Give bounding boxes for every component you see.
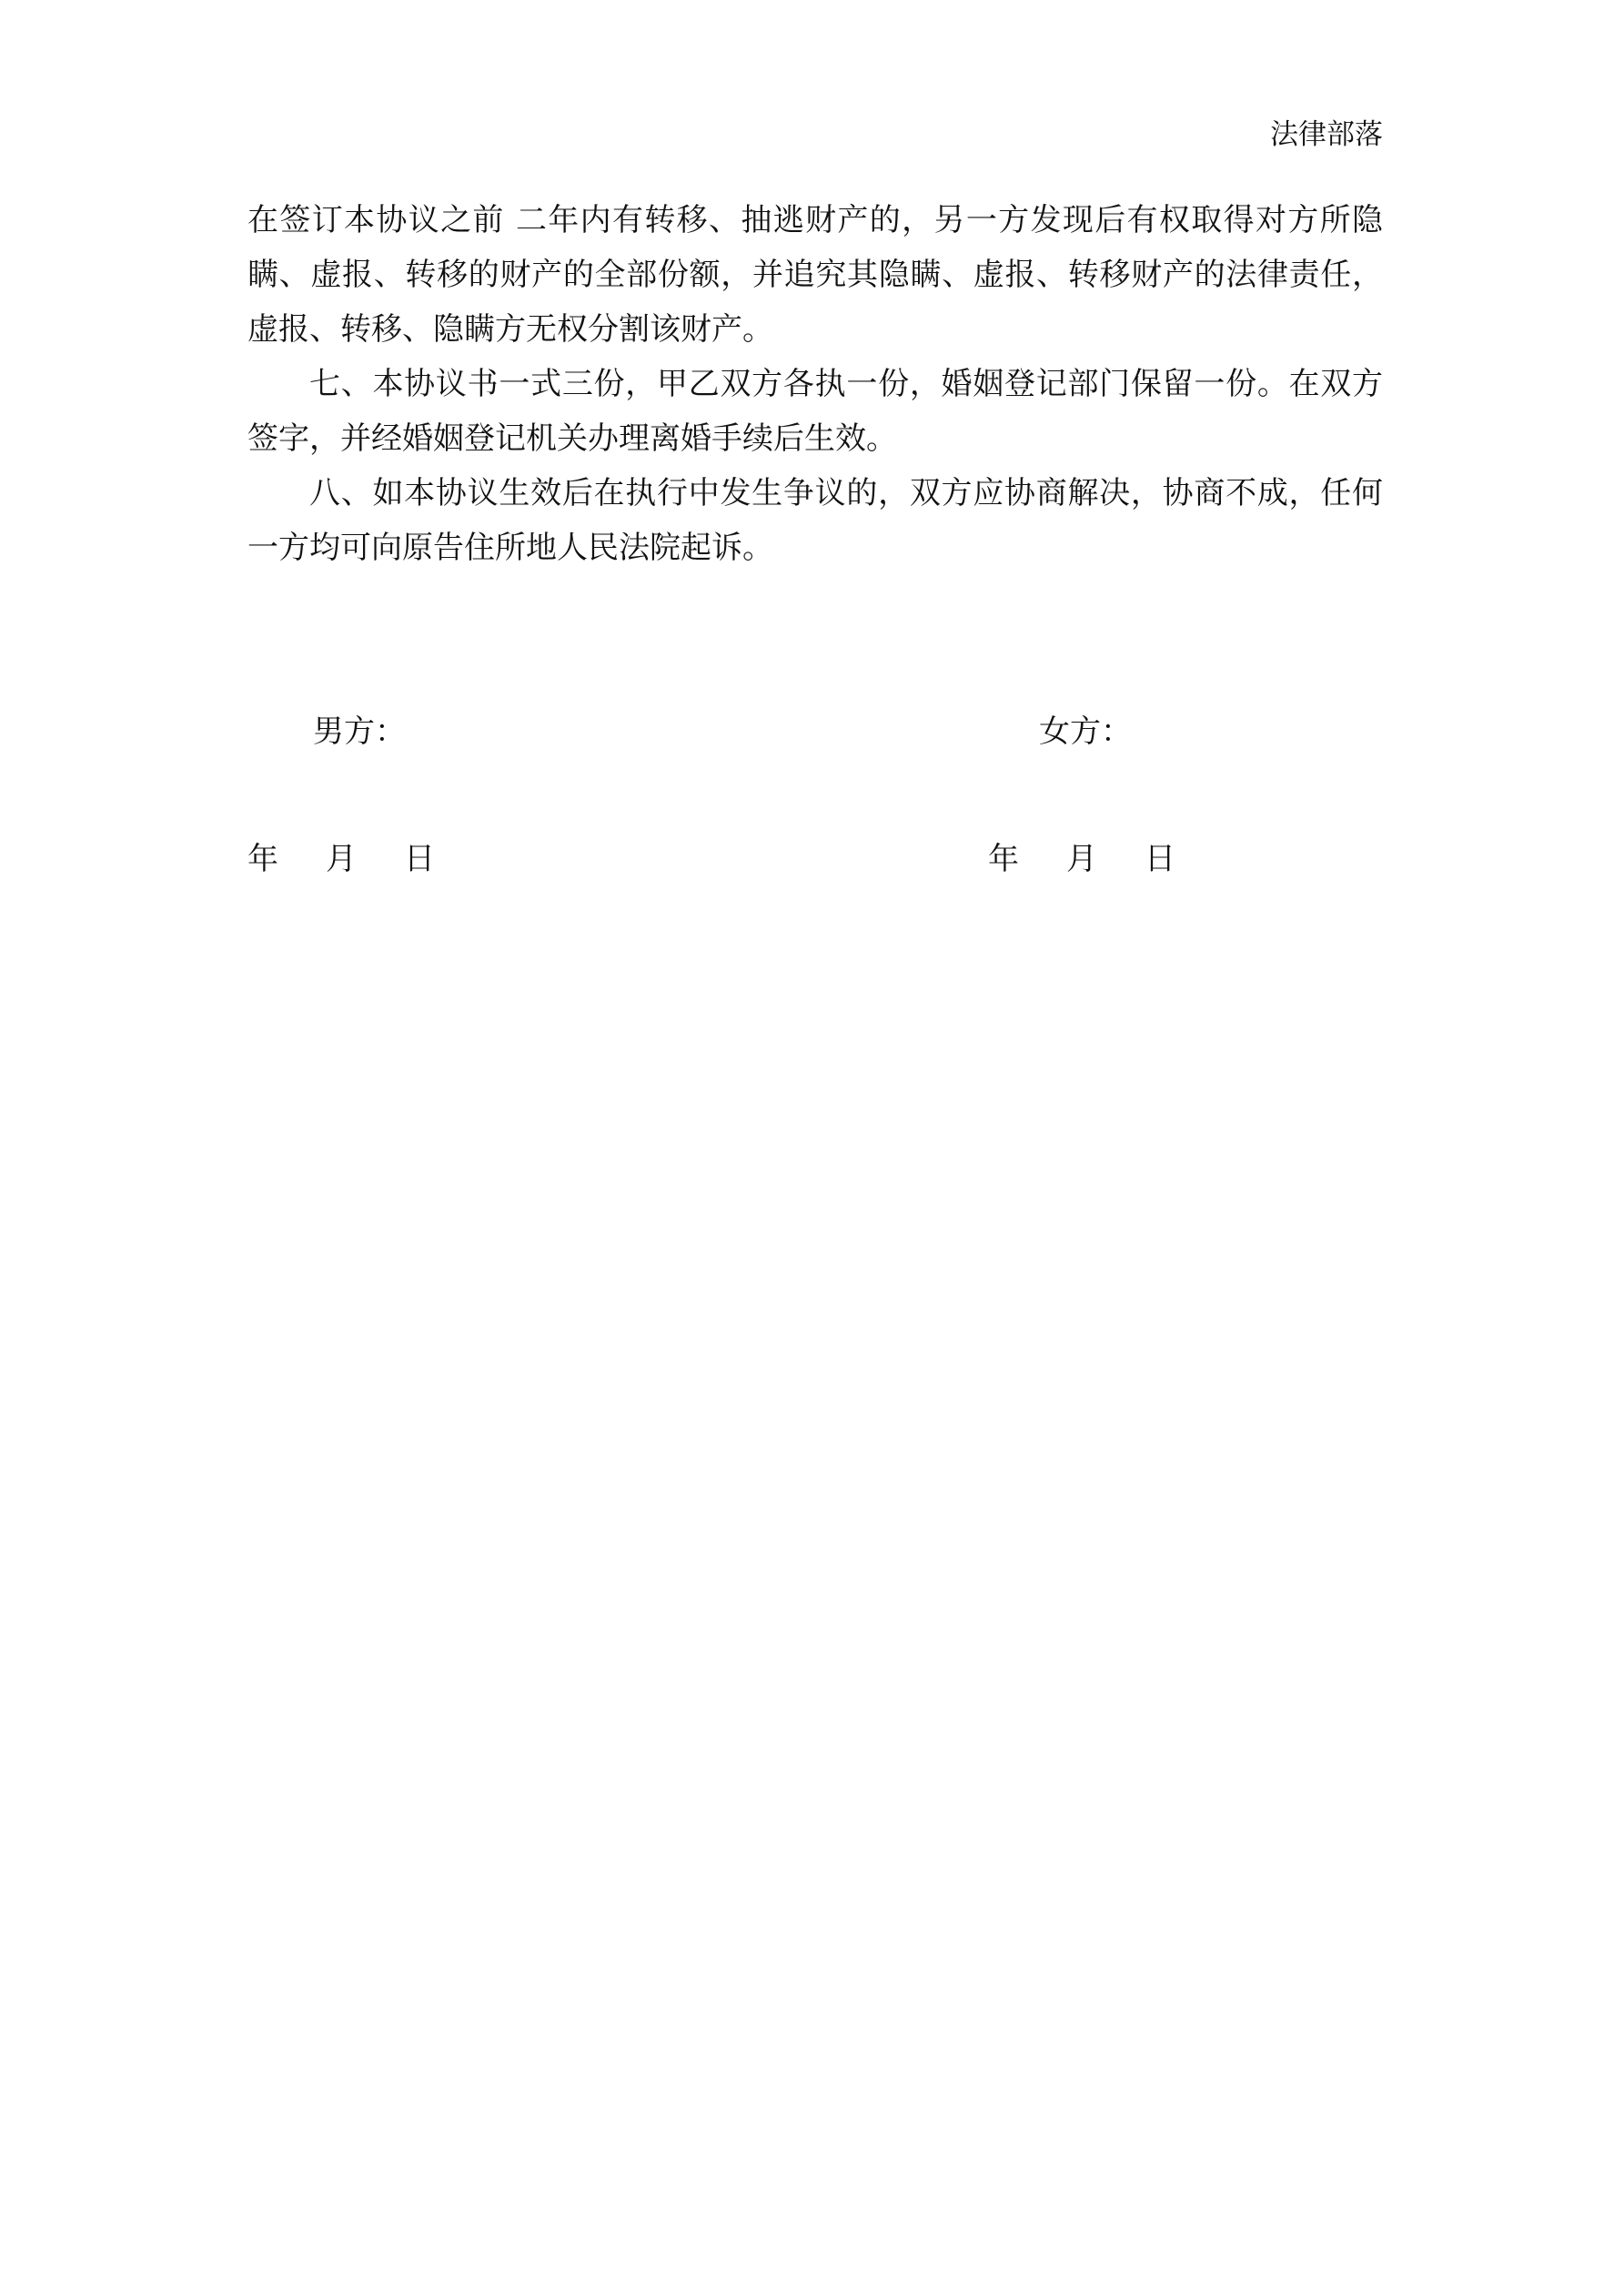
header-site-name: 法律部落 [1270, 118, 1383, 151]
date-month-label: 月 [326, 841, 357, 877]
date-day-label: 日 [404, 841, 435, 877]
paragraph-clause-8: 八、如本协议生效后在执行中发生争议的，双方应协商解决，协商不成，任何一方均可向原告住所地人民法院起诉。 [247, 475, 1383, 566]
date-year-label: 年 [247, 841, 278, 877]
paragraph-continuation: 在签订本协议之前 二年内有转移、抽逃财产的，另一方发现后有权取得对方所隐瞒、虚报、转移的财产的全部份额，并追究其隐瞒、虚报、转移财产的法律责任，虚报、转移、隐瞒方无权分割该财产。 [247, 202, 1383, 348]
male-date-line [247, 841, 435, 877]
male-signature-label: 男方： [313, 713, 406, 750]
date-month-label: 月 [1066, 841, 1097, 877]
paragraph-clause-7: 七、本协议书一式三份，甲乙双方各执一份，婚姻登记部门保留一份。在双方签字，并经婚姻登记机关办理离婚手续后生效。 [247, 366, 1383, 457]
date-year-label: 年 [988, 841, 1019, 877]
date-day-label: 日 [1145, 841, 1175, 877]
agreement-body [247, 193, 1383, 575]
female-date-line [988, 841, 1175, 877]
female-signature-label: 女方： [1039, 713, 1132, 750]
